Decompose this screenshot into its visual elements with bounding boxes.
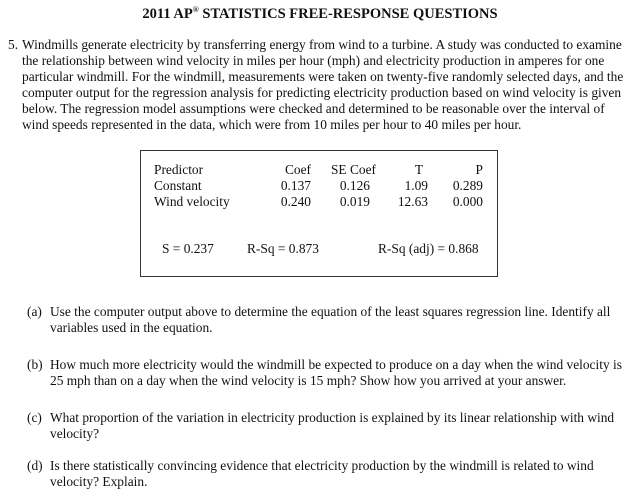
constant-coef: 0.137 (280, 178, 311, 193)
wind-se: 0.019 (339, 194, 370, 209)
stem-line: computer output for the regression analysis for predicting electricity production based on wind velocity is given (22, 85, 622, 100)
part-line: Is there statistically convincing evidence that electricity production by the windmill is related to wind (50, 458, 594, 473)
header-predictor: Predictor (154, 162, 204, 177)
part-line: velocity? Explain. (50, 473, 148, 489)
wind-coef: 0.240 (280, 194, 311, 209)
part-label: (b) (27, 357, 43, 372)
header-t: T (414, 162, 423, 177)
title-text-rest: STATISTICS FREE-RESPONSE QUESTIONS (198, 5, 498, 22)
wind-t: 12.63 (397, 194, 428, 209)
header-p: P (475, 162, 483, 177)
row-constant-label: Constant (154, 178, 202, 193)
header-se-coef: SE Coef (330, 162, 376, 177)
title-text: 2011 AP (142, 5, 193, 22)
part-label: (c) (27, 410, 42, 425)
constant-se: 0.126 (339, 178, 370, 193)
stem-line: particular windmill. For the windmill, measurements were taken on twenty-five randomly selected days, and the (22, 69, 624, 84)
part-line: 25 mph than on a day when the wind velocity is 15 mph? Show how you arrived at your answer. (50, 372, 567, 388)
part-line: What proportion of the variation in electricity production is explained by its linear relationship with wind (50, 410, 615, 425)
registered-mark: ® (192, 5, 199, 14)
wind-p: 0.000 (452, 194, 483, 209)
part-line: variables used in the equation. (50, 319, 213, 335)
stem-line: wind speeds represented in the data, which were from 10 miles per hour to 40 miles per hour. (22, 117, 522, 132)
r-sq-adj-value: R-Sq (adj) = 0.868 (378, 241, 479, 256)
part-line: How much more electricity would the windmill be expected to produce on a day when the wind velocity is (50, 357, 622, 372)
constant-t: 1.09 (404, 178, 428, 193)
stem-line: below. The regression model assumptions were checked and determined to be reasonable over the interval of (22, 101, 605, 116)
question-number: 5. (8, 37, 19, 52)
stem-line: the relationship between wind velocity in miles per hour (mph) and electricity production in amperes for one (22, 53, 605, 68)
page-title (0, 5, 640, 23)
stem-line: Windmills generate electricity by transferring energy from wind to a turbine. A study was conducted to examine (22, 37, 622, 52)
row-wind-label: Wind velocity (154, 194, 230, 209)
question-stem (22, 37, 634, 133)
constant-p: 0.289 (452, 178, 483, 193)
r-sq-value: R-Sq = 0.873 (247, 241, 319, 256)
part-line: Use the computer output above to determine the equation of the least squares regression line. Identify all (50, 304, 611, 319)
part-label: (d) (27, 458, 43, 473)
header-coef: Coef (284, 162, 311, 177)
s-value: S = 0.237 (162, 241, 214, 256)
regression-output-box (140, 150, 498, 277)
part-line: velocity? (50, 425, 100, 441)
part-label: (a) (27, 304, 42, 319)
